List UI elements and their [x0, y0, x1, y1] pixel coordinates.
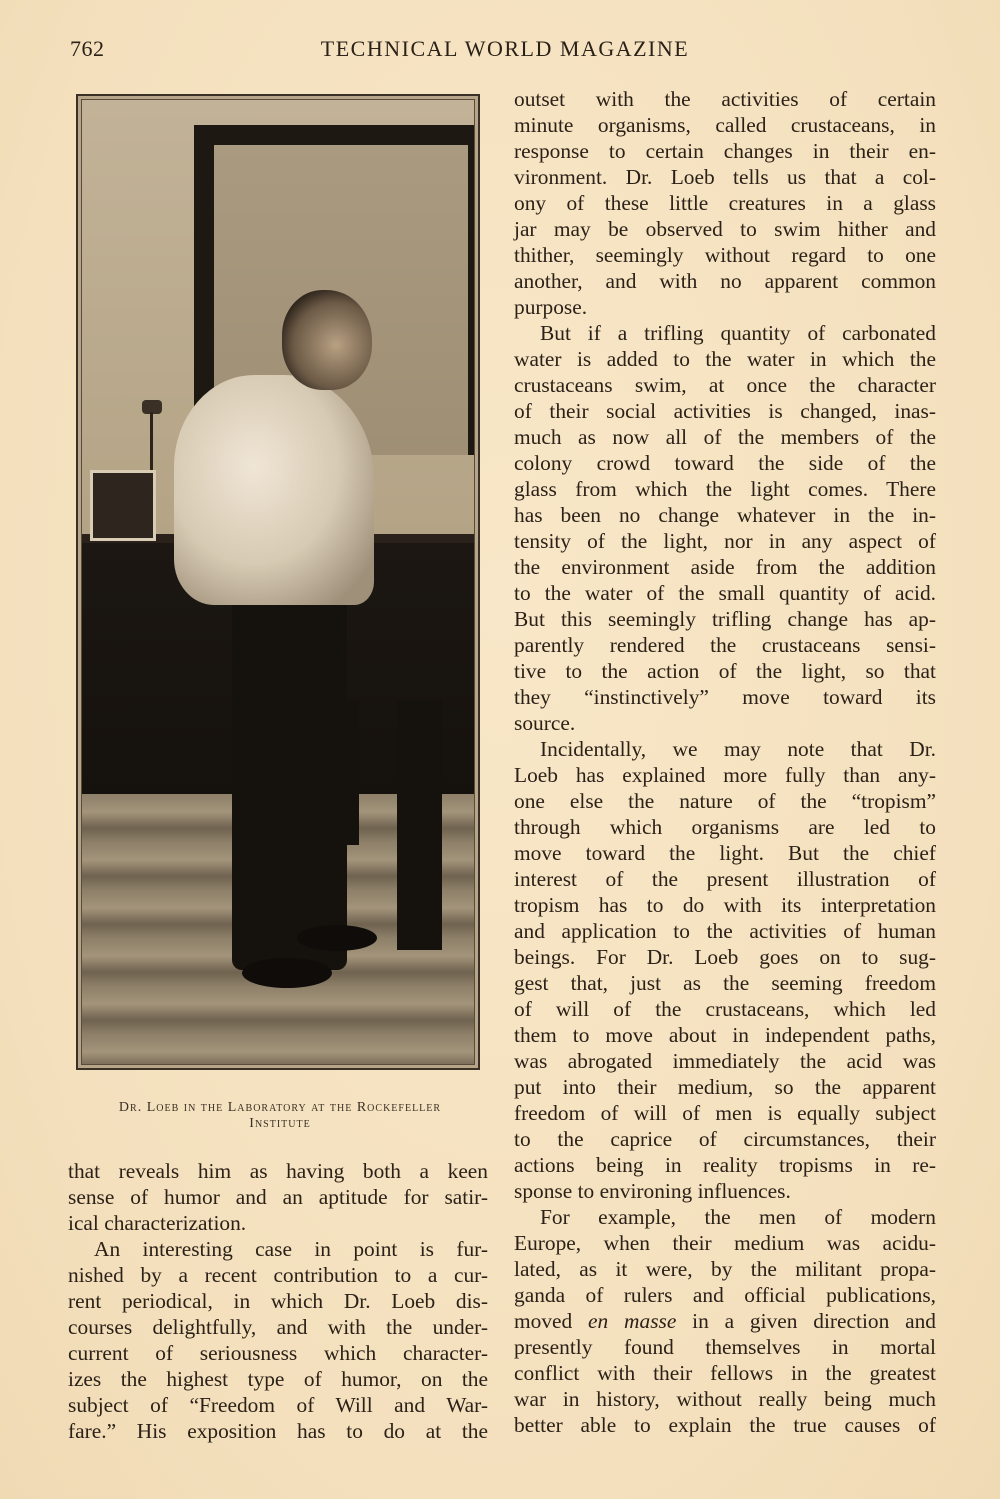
italic-phrase: en masse: [588, 1309, 677, 1333]
photo-figure-shoe: [297, 925, 377, 951]
text-line: fare.” His exposition has to do at the: [68, 1419, 488, 1443]
caption-line: Dr. Loeb in the Laboratory at the Rockefeller: [118, 1100, 442, 1115]
text-line: response to certain changes in their en-: [514, 139, 936, 163]
text-line: of will of the crustaceans, which led: [514, 997, 936, 1021]
text-line: sponse to environing influences.: [514, 1179, 791, 1203]
left-column: [68, 1158, 488, 1444]
text-line: beings. For Dr. Loeb goes on to sug-: [514, 945, 936, 969]
text-line: interest of the present illustration of: [514, 867, 936, 891]
text-line: An interesting case in point is fur-: [94, 1237, 488, 1261]
text-line: parently rendered the crustaceans sensi-: [514, 633, 936, 657]
text-line: actions being in reality tropisms in re-: [514, 1153, 936, 1177]
page-number: 762: [70, 36, 105, 61]
text-line: through which organisms are led to: [514, 815, 936, 839]
text-line: another, and with no apparent common: [514, 269, 936, 293]
photo-figure-shoe: [242, 958, 332, 988]
text-line: war in history, without really being much: [514, 1387, 936, 1411]
text-line: much as now all of the members of the: [514, 425, 936, 449]
text-line: ony of these little creatures in a glass: [514, 191, 936, 215]
running-title: TECHNICAL WORLD MAGAZINE: [320, 36, 690, 61]
text-line: courses delightfully, and with the under-: [68, 1315, 488, 1339]
text-line: gest that, just as the seeming freedom: [514, 971, 936, 995]
text-line: tive to the action of the light, so that: [514, 659, 936, 683]
photo-figure-coat: [174, 375, 374, 605]
text-line: ical characterization.: [68, 1211, 247, 1235]
text-line: lated, as it were, by the militant propa-: [514, 1257, 936, 1281]
text-line: water is added to the water in which the: [514, 347, 936, 371]
caption-line: Institute: [249, 1116, 311, 1131]
text-line: to the caprice of circumstances, their: [514, 1127, 936, 1151]
text-line: glass from which the light comes. There: [514, 477, 936, 501]
text-line: and application to the activities of human: [514, 919, 936, 943]
photograph-image: [81, 99, 475, 1065]
text-line: But if a trifling quantity of carbonated: [540, 321, 936, 345]
text-line: But this seemingly trifling change has ap-: [514, 607, 936, 631]
text-line: sense of humor and an aptitude for satir-: [68, 1185, 488, 1209]
photo-table-leg: [397, 700, 442, 950]
text-line: Loeb has explained more fully than any-: [514, 763, 936, 787]
photo-glass-jar: [90, 470, 156, 541]
photo-figure-legs: [232, 580, 347, 970]
text-line: rent periodical, in which Dr. Loeb dis-: [68, 1289, 488, 1313]
text-line: subject of “Freedom of Will and War-: [68, 1393, 488, 1417]
text-line: conflict with their fellows in the greatest: [514, 1361, 936, 1385]
text-line: freedom of will of men is equally subject: [514, 1101, 936, 1125]
text-line: to the water of the small quantity of acid.: [514, 581, 936, 605]
text-line: ganda of rulers and official publications,: [514, 1283, 936, 1307]
text-line: izes the highest type of humor, on the: [68, 1367, 488, 1391]
text-line: purpose.: [514, 295, 588, 319]
text-line: the environment aside from the addition: [514, 555, 936, 579]
text-line: of their social activities is changed, inas-: [514, 399, 936, 423]
text-line: them to move about in independent paths,: [514, 1023, 936, 1047]
photograph: [76, 94, 480, 1070]
text-line: they “instinctively” move toward its: [514, 685, 936, 709]
text-line: current of seriousness which character-: [68, 1341, 488, 1365]
text-line: that reveals him as having both a keen: [68, 1159, 488, 1183]
text-line: For example, the men of modern: [540, 1205, 936, 1229]
photo-caption: [70, 1100, 490, 1132]
text-line: put into their medium, so the apparent: [514, 1075, 936, 1099]
photo-figure-head: [282, 290, 372, 390]
right-column: [514, 86, 936, 1438]
text-line: vironment. Dr. Loeb tells us that a col-: [514, 165, 936, 189]
text-line: was abrogated immediately the acid was: [514, 1049, 936, 1073]
text-line: jar may be observed to swim hither and: [514, 217, 936, 241]
text-line: colony crowd toward the side of the: [514, 451, 936, 475]
text-line: Europe, when their medium was acidu-: [514, 1231, 936, 1255]
text-line: has been no change whatever in the in-: [514, 503, 936, 527]
text-line: better able to explain the true causes of: [514, 1413, 936, 1437]
text-line: tensity of the light, nor in any aspect of: [514, 529, 936, 553]
text-line: tropism has to do with its interpretation: [514, 893, 936, 917]
text-line: move toward the light. But the chief: [514, 841, 936, 865]
page-header: [70, 36, 940, 68]
text-line: nished by a recent contribution to a cur-: [68, 1263, 488, 1287]
text-line: outset with the activities of certain: [514, 87, 936, 111]
text-line: thither, seemingly without regard to one: [514, 243, 936, 267]
text-line: one else the nature of the “tropism”: [514, 789, 936, 813]
text-line: presently found themselves in mortal: [514, 1335, 936, 1359]
text-line: crustaceans swim, at once the character: [514, 373, 936, 397]
text-line: Incidentally, we may note that Dr.: [540, 737, 936, 761]
text-line: source.: [514, 711, 576, 735]
text-line: minute organisms, called crustaceans, in: [514, 113, 936, 137]
text-line: moved en masse in a given direction and: [514, 1309, 936, 1333]
